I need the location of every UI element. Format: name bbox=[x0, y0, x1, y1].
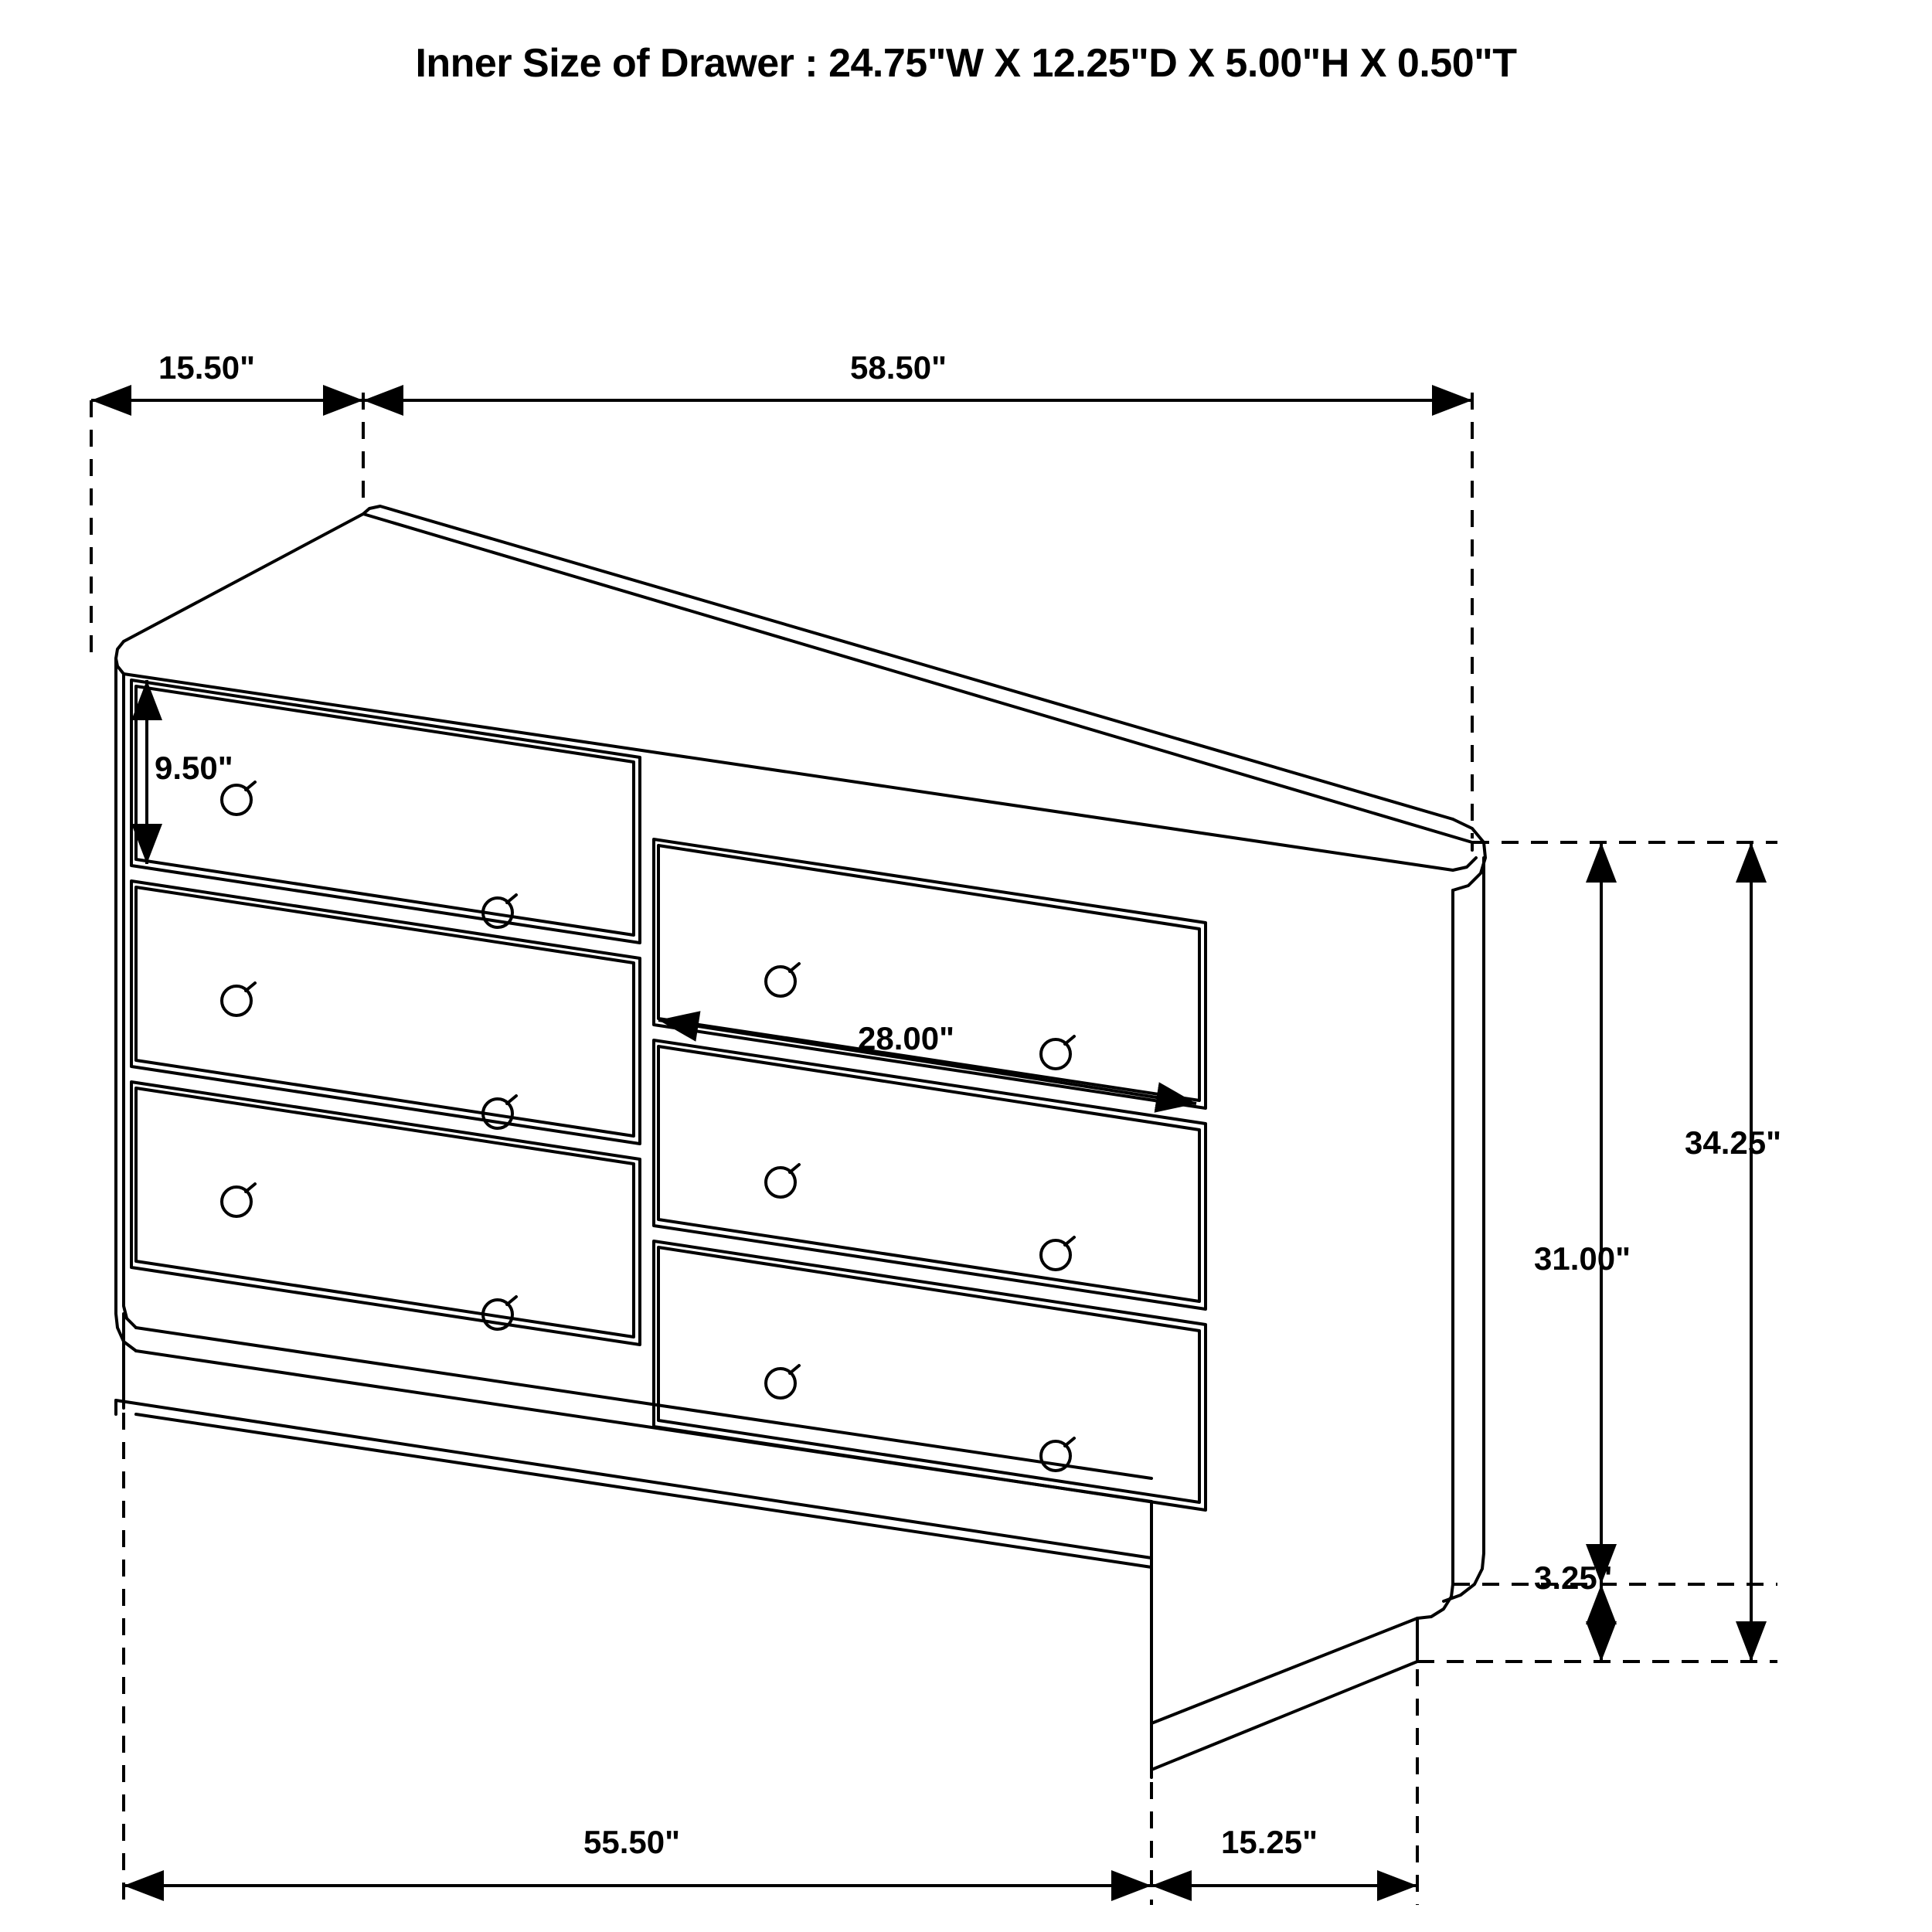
dimension-label-case-height: 31.00" bbox=[1534, 1240, 1631, 1277]
dimension-label-base-height: 3.25" bbox=[1534, 1560, 1613, 1596]
dimension-label-base-width: 55.50" bbox=[583, 1824, 681, 1860]
dimension-label-depth-top: 15.50" bbox=[158, 349, 256, 386]
dimension-label-width-top: 58.50" bbox=[850, 349, 947, 386]
dimension-label-overall-height: 34.25" bbox=[1685, 1124, 1782, 1161]
dimension-label-base-depth: 15.25" bbox=[1221, 1824, 1318, 1860]
dimension-label-drawer-width: 28.00" bbox=[858, 1020, 955, 1056]
dimension-label-drawer-height: 9.50" bbox=[155, 750, 233, 786]
page-title: Inner Size of Drawer : 24.75"W X 12.25"D X 5.00"H X 0.50"T bbox=[415, 41, 1517, 86]
